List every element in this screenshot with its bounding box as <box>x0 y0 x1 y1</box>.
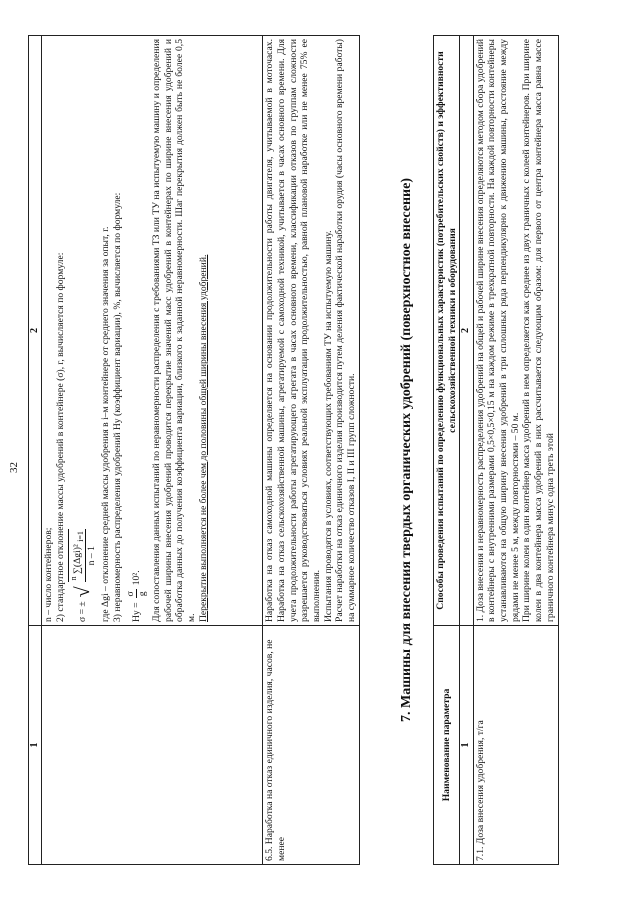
fraction-denominator: n – 1 <box>86 546 98 566</box>
table-row-7-1 <box>473 36 558 865</box>
fraction-numerator <box>69 529 87 582</box>
fraction-denominator: g <box>137 591 149 597</box>
table-header-row <box>29 36 42 865</box>
sigma-formula <box>67 39 101 622</box>
sum-upper: n <box>68 576 78 581</box>
paragraph: Для сопоставления данных испытаний по неравномерности распределения с требованиями ТЗ или ТУ на испытуемую машину и определения рабочей ширины внесения удобрений проводится перекрытие значений масс удобрений в контейнерах по ширине внесения удобрений и обработка данных до получения коэффициента вариации, близкого к заданной неравномерности. Шаг перекрытия должен быть не более 0,5 м. <box>150 39 198 622</box>
sum-lower: i=1 <box>75 531 85 542</box>
table-row-6-5 <box>263 36 360 865</box>
paragraph: При ширине колеи в один контейнер масса удобрений в нем определяется как среднее из двух граничных с колеей контейнеров. При ширине колеи в два контейнера масса удобрений в них рассчитывается следующим образом: для первого от центра контейнера масса равна массе граничного контейнера минус одна треть этой <box>521 39 556 622</box>
paragraph-underlined: Перекрытие выполняется не более чем до половины общей ширины внесения удобрений. <box>197 254 209 622</box>
hy-formula <box>124 39 151 622</box>
table-section-6 <box>28 35 360 865</box>
formula-tail: 10². <box>130 570 142 586</box>
column-number-1: 1 <box>29 626 42 865</box>
fraction-numerator: σ <box>124 591 136 597</box>
paragraph: Испытания проводятся в условиях, соответствующих требованиям ТУ на испытуемую машину. <box>322 230 334 622</box>
paragraph: 1. Доза внесения и неравномерность распределения удобрений на общей и рабочей ширине внесения определяются методом сбора удобрений в контейнеры с внутренними размерами 0,5×0,5×0,15 м на каждом режиме в трехкратной повторности. На каждой повторности контейнеры устанавливаются на общую ширину внесения удобрений в три сплошных ряда перпендикулярно к движению машины, расстояние между рядами не менее 5 м, между повторностями – 50 м. <box>474 39 521 622</box>
table-section-7 <box>433 35 559 865</box>
column-number-2: 2 <box>29 36 42 626</box>
text-line: где Δgi – отклонение средней массы удобрения в i–м контейнере от среднего значения за опыт, г. <box>100 226 112 622</box>
column-numbers-row <box>460 36 473 865</box>
method-cell <box>263 36 360 626</box>
section-title: 7. Машины для внесения твердых органических удобрений (поверхностное внесение) <box>399 178 414 722</box>
table-header-row <box>434 36 460 865</box>
formula-lhs: σ = ± <box>77 601 89 622</box>
method-cell <box>473 36 558 626</box>
paragraph: Наработка на отказ самоходной машины определяется на основании продолжительности работы двигателя, учитываемой в моточасах. Наработка на отказ сельскохозяйственной машины, агрегатируемой с самоходной техникой, учитывается в часах основного времени. Для учета продолжительности работы агрегатирующего агрегата в часах основного времени, классификации отказов по группам сложности разрешается руководствоваться условиях реальной эксплуатации продолжительностью, равной плановой наработке или не менее 75% ее выполнения. <box>264 39 322 622</box>
column-number-1: 1 <box>460 626 473 865</box>
sqrt-icon: √ <box>71 586 94 598</box>
sum-expression: ∑(Δgi)² <box>71 544 83 574</box>
empty-cell <box>42 626 263 865</box>
column-number-2: 2 <box>460 36 473 626</box>
text-line: 2) стандартное отклонение массы удобрений в контейнере (σ), г, вычисляется по формуле: <box>54 252 66 622</box>
text-line: 3) неравномерность распределения удобрений Hy (коэффициент вариации), %, вычисляется по формуле: <box>111 192 123 622</box>
header-parameter-name: Наименование параметра <box>434 626 460 865</box>
formula-lhs: Hy = <box>130 602 142 622</box>
paragraph: Расчет наработки на отказ единичного изделия производится путем деления фактической наработки орудия (часы основного времени работы) на суммарное количество отказов I, II и III групп сложности. <box>334 39 358 622</box>
fraction <box>125 589 149 598</box>
fraction <box>68 529 99 582</box>
parameter-name: 6.5. Наработка на отказ единичного изделия, часов, не менее <box>263 626 360 865</box>
parameter-name: 7.1. Доза внесения удобрения, т/га <box>473 626 558 865</box>
table-row-formulas <box>42 36 263 865</box>
formula-cell <box>42 36 263 626</box>
page-number: 32 <box>8 462 20 473</box>
header-methods: Способы проведения испытаний по определению функциональных характеристик (потребительских свойств) и эффективности сельскохозяйственной техники и оборудования <box>434 36 460 626</box>
text-line: n – число контейнеров; <box>43 527 55 622</box>
